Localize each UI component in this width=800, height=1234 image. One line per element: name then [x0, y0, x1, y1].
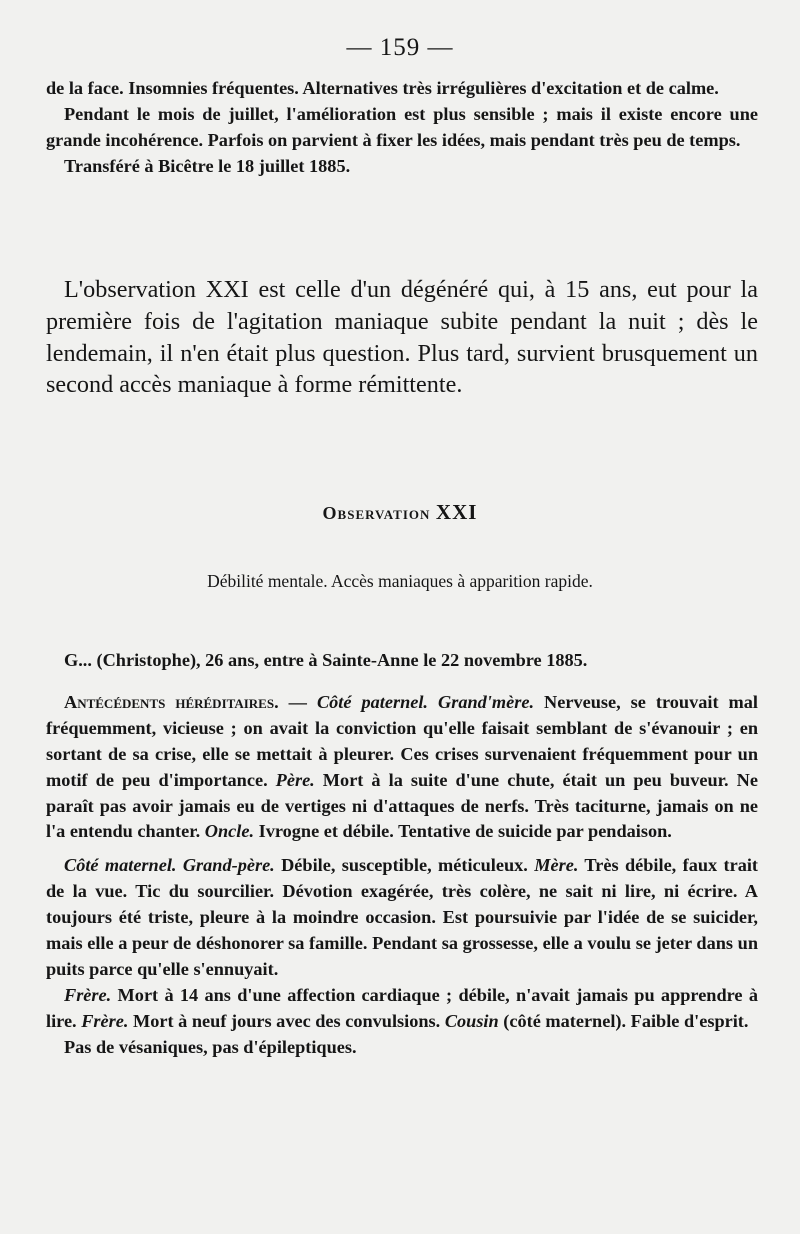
frere1-text: Mort à 14 ans d'une affection cardiaque ; débile, n'avait jamais pu apprendre à lire. — [46, 984, 758, 1031]
observation-subtitle: Débilité mentale. Accès maniaques à apparition rapide. — [207, 571, 593, 591]
patient-line: G... (Christophe), 26 ans, entre à Sainte-Anne le 22 novembre 1885. — [64, 650, 588, 670]
commentary-paragraph: L'observation XXI est celle d'un dégénéré qui, à 15 ans, eut pour la première fois de l'agitation maniaque subite pendant la nuit ; dès le lendemain, il n'en était plus question. Plus tard, survient brusquement un second accès maniaque à forme rémittente. — [46, 276, 758, 399]
cousin-text: (côté maternel). Faible d'esprit. — [498, 1010, 749, 1031]
paragraph-july: Pendant le mois de juillet, l'amélioration est plus sensible ; mais il existe encore une grande incohérence. Parfois on parvient à fixer les idées, mais pendant très peu de temps. — [46, 103, 758, 150]
mere-text: Très débile, faux trait de la vue. Tic du sourcilier. Dévotion exagérée, très colère, ne sait ni lire, ni écrire. A toujours été triste, pleure à la moindre occasion. Est poursuivie par l'idée de se suicider, mais elle a peur de déshonorer sa famille. Pendant sa grossesse, elle a voulu se jeter dans un puits parce qu'elle s'ennuyait. — [46, 855, 758, 979]
hereditary-paternal — [46, 690, 758, 845]
frere2-text: Mort à neuf jours avec des convulsions. — [128, 1010, 445, 1031]
grandpere-label: Grand-père. — [182, 855, 275, 876]
observation-word: Observation — [322, 503, 431, 523]
paternal-side-label: Côté paternel. — [316, 691, 429, 712]
grandmere-label: Grand'mère. — [438, 691, 535, 712]
pere-label: Père. — [275, 769, 315, 790]
paragraph-continuation: de la face. Insomnies fréquentes. Alternatives très irrégulières d'excitation et de calme. — [46, 78, 719, 98]
oncle-label: Oncle. — [204, 821, 255, 842]
observation-heading — [0, 500, 800, 525]
grandmere-text: Nerveuse, se trouvait mal fréquemment, vicieuse ; on avait la conviction qu'elle faisait semblant de s'évanouir ; en sortant de sa crise, elle se mettait à pleurer. Ces crises survenaient fréquemment pour un motif de peu d'importance. — [46, 691, 758, 790]
observation-body — [46, 648, 758, 1061]
hereditary-maternal — [46, 853, 758, 983]
hereditary-heading: Antécédents héréditaires. — [64, 691, 279, 712]
paragraph-transfer: Transféré à Bicêtre le 18 juillet 1885. — [64, 155, 351, 176]
commentary-block — [46, 274, 758, 401]
frere1-label: Frère. — [64, 984, 112, 1005]
grandpere-text: Débile, susceptible, méticuleux. — [274, 855, 535, 876]
observation-number: XXI — [435, 500, 478, 524]
oncle-text: Ivrogne et débile. Tentative de suicide par pendaison. — [254, 821, 672, 842]
pere-text: Mort à la suite d'une chute, était un peu buveur. Ne paraît pas avoir jamais eu de vertiges ni d'attaques de nerfs. Très taciturne, jamais on ne l'a entendu chanter. — [46, 769, 758, 842]
siblings-paragraph — [46, 983, 758, 1035]
page-number: — 159 — — [346, 34, 454, 61]
dash: — — [278, 691, 317, 712]
frere2-label: Frère. — [81, 1010, 129, 1031]
maternal-side-label: Côté maternel. — [64, 855, 177, 876]
cousin-label: Cousin — [444, 1010, 499, 1031]
last-line: Pas de vésaniques, pas d'épileptiques. — [64, 1036, 357, 1057]
mere-label: Mère. — [534, 855, 579, 876]
top-paragraphs — [46, 76, 758, 180]
